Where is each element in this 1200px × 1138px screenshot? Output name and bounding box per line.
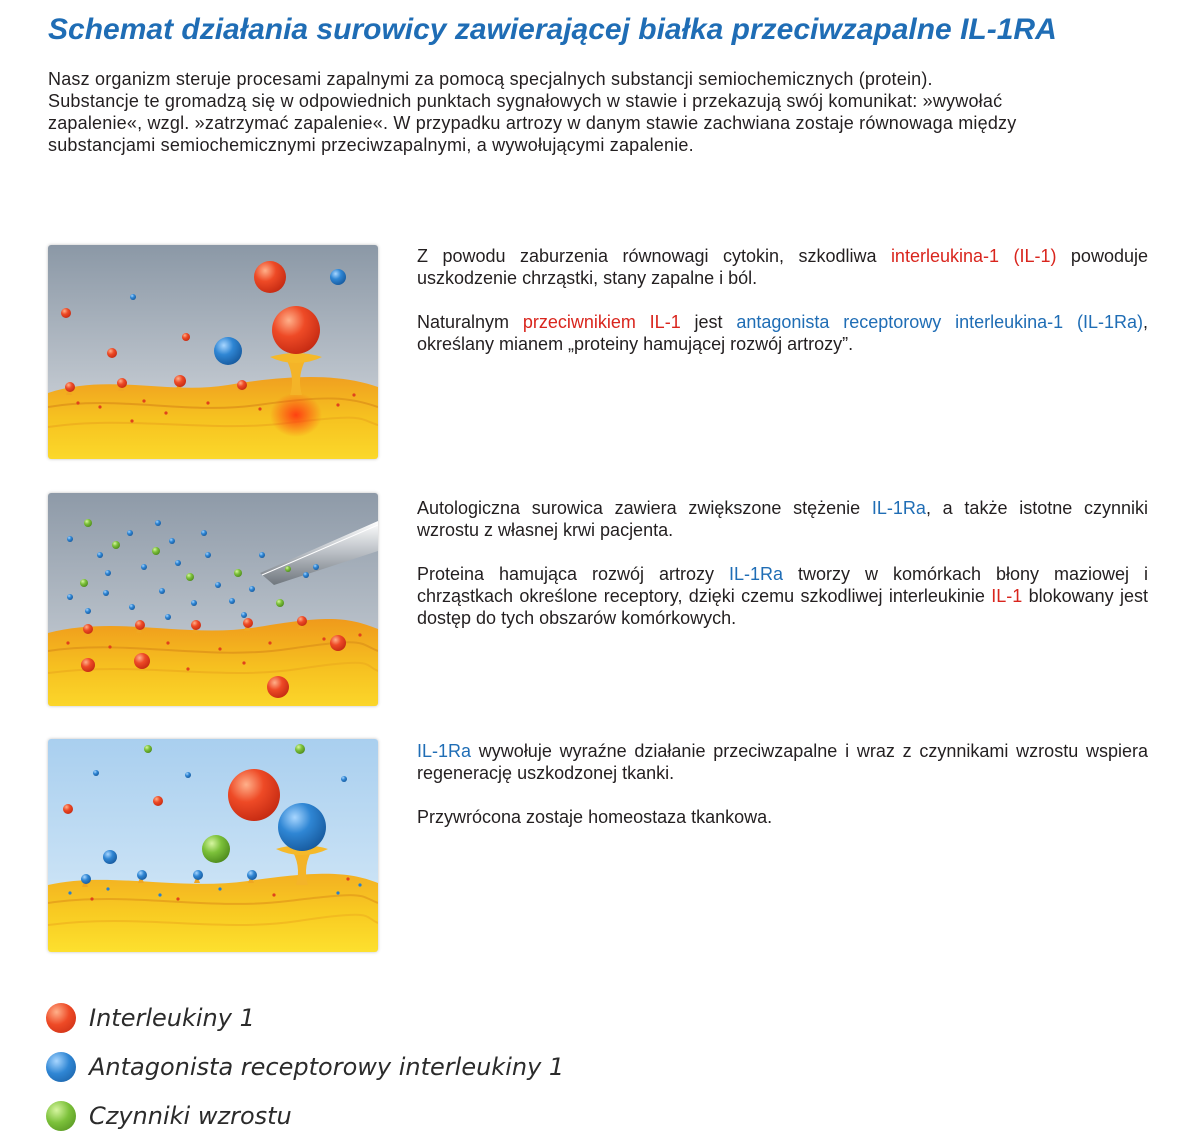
intro-line: substancjami semiochemicznymi przeciwzapalnymi, a wywołującymi zapalenie. [48,135,694,155]
illustration-inflammation [48,245,378,459]
page-title: Schemat działania surowicy zawierającej białka przeciwzapalne IL-1RA [48,13,1057,46]
section-paragraph [417,311,1148,355]
text-run: , określany mianem „proteiny hamującej rozwój artrozy”. [417,312,1148,354]
illustration-regeneration-svg [48,739,378,952]
highlight-il1ra: IL-1Ra [417,741,472,761]
text-run: Przywrócona zostaje homeostaza tkankowa. [417,807,773,827]
highlight-il1: IL-1 [991,586,1023,606]
text-run: wywołuje wyraźne działanie przeciwzapalne i wraz z czynnikami wzrostu wspiera regenerację uszkodzonej tkanki. [417,741,1148,783]
text-run: tworzy w komórkach błony maziowej i chrząstkach określone receptory, dzięki czemu szkodliwej interleukinie [417,564,1148,606]
intro-line: zapalenie«, wzgl. »zatrzymać zapalenie«. W przypadku artrozy w danym stawie zachwiana zostaje równowaga między [48,113,1017,133]
illustration-injection [48,493,378,706]
intro-line: Nasz organizm steruje procesami zapalnymi za pomocą specjalnych substancji semiochemicznych (protein). [48,69,933,89]
legend-item-growth-factors [46,1098,746,1138]
section-paragraph [417,497,1148,541]
green-sphere-icon [46,1101,76,1131]
text-run: blokowany jest dostęp do tych obszarów komórkowych. [417,586,1148,628]
highlight-il1: przeciwnikiem IL-1 [522,312,681,332]
blue-sphere-icon [46,1052,76,1082]
intro-paragraph [48,68,1148,156]
text-run: jest [680,312,737,332]
text-run: Naturalnym [417,312,523,332]
section-paragraph [417,245,1148,289]
legend-item-antagonist [46,1049,746,1098]
highlight-il1ra: IL-1Ra [729,564,784,584]
red-sphere-icon [46,1003,76,1033]
text-run: Autologiczna surowica zawiera zwiększone stężenie [417,498,872,518]
legend [46,1000,746,1138]
illustration-injection-svg [48,493,378,706]
section-description [417,497,1148,651]
text-run: Proteina hamująca rozwój artrozy [417,564,730,584]
section-paragraph [417,806,1148,828]
section-description [417,245,1148,377]
illustration-inflammation-svg [48,245,378,459]
legend-label: Interleukiny 1 [89,1004,255,1032]
text-run: powoduje uszkodzenie chrząstki, stany zapalne i ból. [417,246,1148,288]
text-run: Z powodu zaburzenia równowagi cytokin, szkodliwa [417,246,891,266]
intro-line: Substancje te gromadzą się w odpowiednich punktach sygnałowych w stawie i przekazują swój komunikat: »wywołać [48,91,1003,111]
highlight-il1ra: IL-1Ra [871,498,926,518]
legend-label: Antagonista receptorowy interleukiny 1 [89,1053,565,1081]
highlight-il1: interleukina-1 (IL-1) [890,246,1057,266]
highlight-il1ra: antagonista receptorowy interleukina-1 (IL-1Ra) [736,312,1143,332]
legend-item-interleukin [46,1000,746,1049]
illustration-regeneration [48,739,378,952]
section-paragraph [417,740,1148,784]
section-paragraph [417,563,1148,629]
section-description [417,740,1148,850]
legend-label: Czynniki wzrostu [89,1102,292,1130]
text-run: , a także istotne czynniki wzrostu z własnej krwi pacjenta. [417,498,1148,540]
